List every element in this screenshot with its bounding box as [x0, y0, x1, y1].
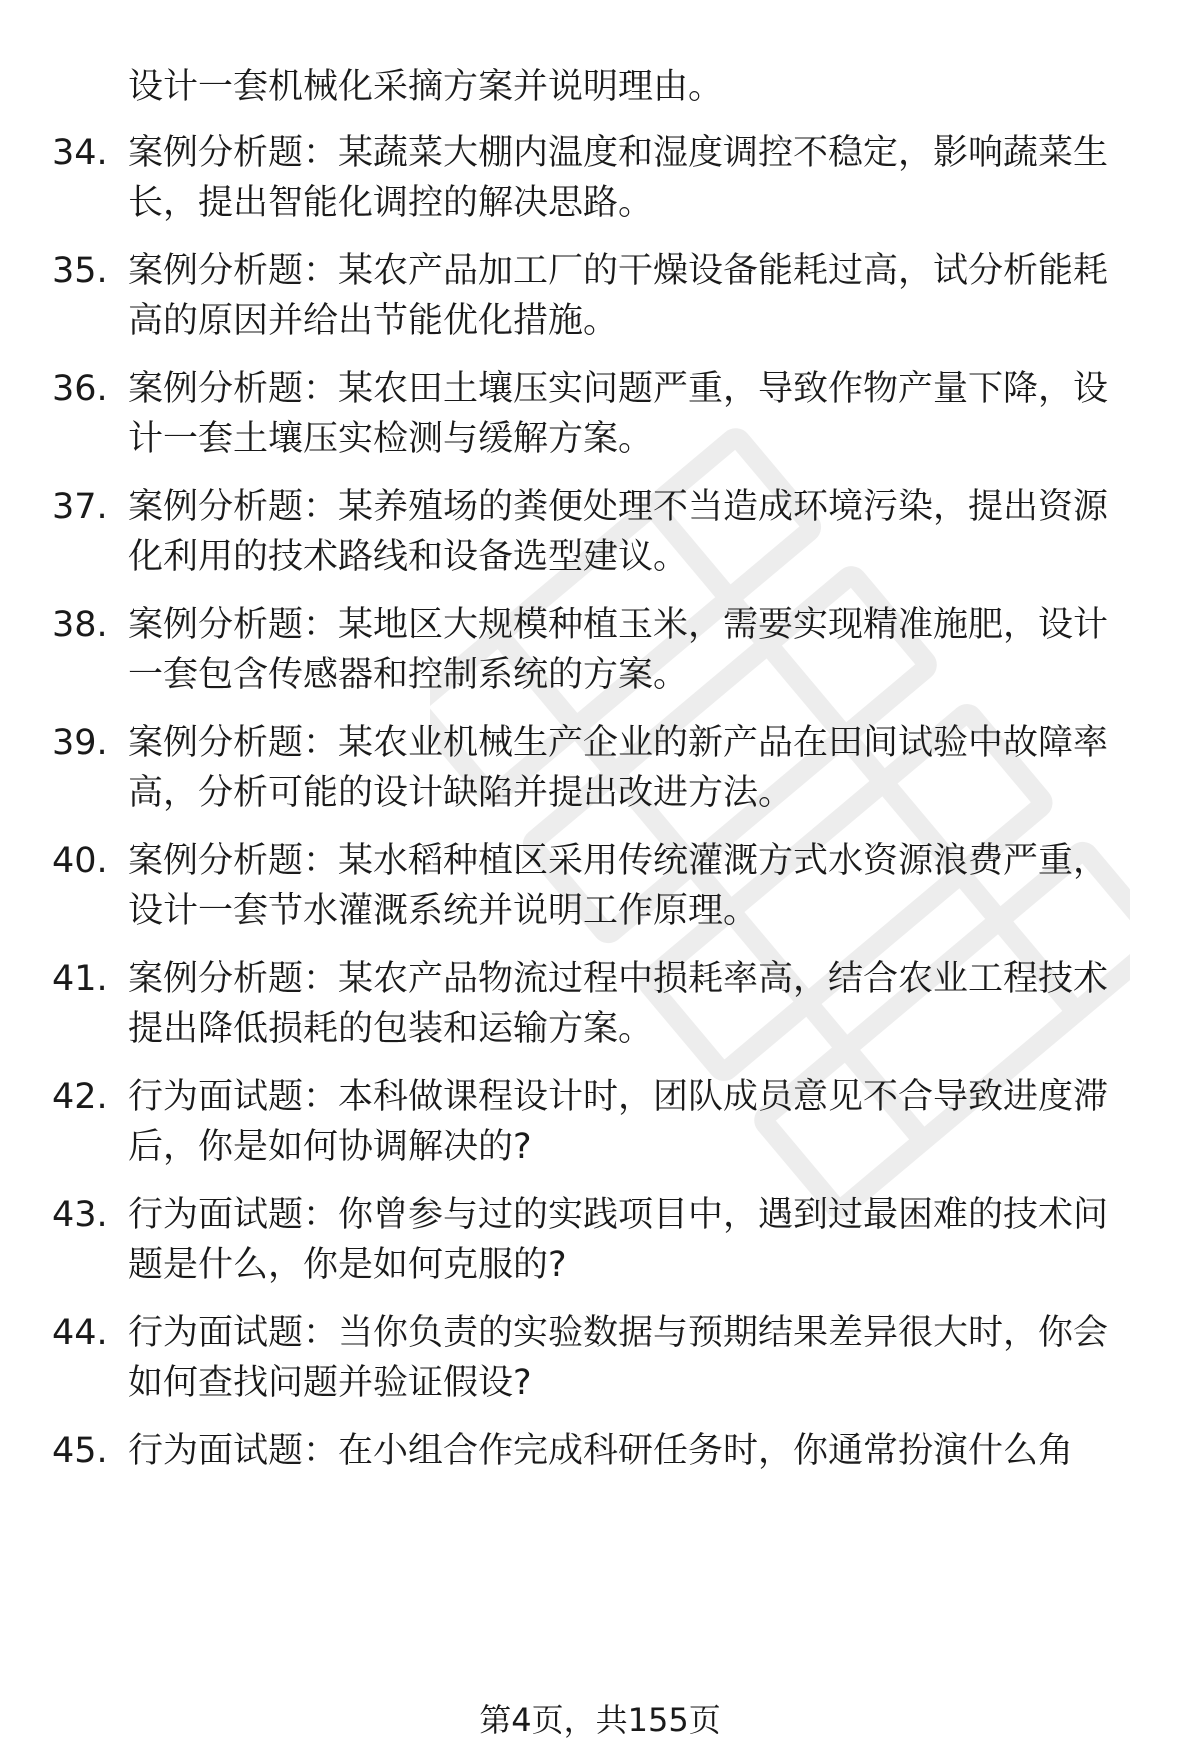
question-number: 38.	[52, 605, 108, 645]
question-line: 后，你是如何协调解决的?	[128, 1127, 532, 1167]
question-line: 行为面试题：你曾参与过的实践项目中，遇到过最困难的技术问	[128, 1195, 1109, 1235]
question-line: 化利用的技术路线和设备选型建议。	[128, 537, 689, 577]
question-number: 40.	[52, 841, 108, 881]
question-text	[128, 600, 1148, 700]
question-line: 案例分析题：某农田土壤压实问题严重，导致作物产量下降，设	[128, 369, 1109, 409]
question-line: 如何查找问题并验证假设?	[128, 1363, 532, 1403]
question-line: 案例分析题：某蔬菜大棚内温度和湿度调控不稳定，影响蔬菜生	[128, 133, 1109, 173]
question-text	[128, 246, 1148, 346]
question-number: 43.	[52, 1195, 108, 1235]
question-line: 长，提出智能化调控的解决思路。	[128, 183, 654, 223]
question-text	[128, 836, 1148, 936]
question-number: 44.	[52, 1313, 108, 1353]
question-text	[128, 482, 1148, 582]
continuation-line: 设计一套机械化采摘方案并说明理由。	[128, 67, 724, 107]
question-number: 36.	[52, 369, 108, 409]
question-line: 案例分析题：某养殖场的粪便处理不当造成环境污染，提出资源	[128, 487, 1109, 527]
question-text	[128, 1308, 1148, 1408]
question-line: 一套包含传感器和控制系统的方案。	[128, 655, 689, 695]
question-line: 提出降低损耗的包装和运输方案。	[128, 1009, 654, 1049]
question-text	[128, 1190, 1148, 1290]
question-number: 39.	[52, 723, 108, 763]
question-number: 42.	[52, 1077, 108, 1117]
question-line: 行为面试题：在小组合作完成科研任务时，你通常扮演什么角	[128, 1431, 1074, 1471]
question-text	[128, 718, 1148, 818]
question-line: 计一套土壤压实检测与缓解方案。	[128, 419, 654, 459]
question-number: 35.	[52, 251, 108, 291]
question-text	[128, 1426, 1148, 1476]
question-line: 设计一套节水灌溉系统并说明工作原理。	[128, 891, 759, 931]
question-number: 34.	[52, 133, 108, 173]
question-text	[128, 128, 1148, 228]
question-line: 案例分析题：某水稻种植区采用传统灌溉方式水资源浪费严重，	[128, 841, 1109, 881]
page-footer: 第4页，共155页	[479, 1701, 721, 1739]
question-line: 案例分析题：某农产品加工厂的干燥设备能耗过高，试分析能耗	[128, 251, 1109, 291]
question-line: 高的原因并给出节能优化措施。	[128, 301, 619, 341]
question-number: 41.	[52, 959, 108, 999]
question-line: 题是什么，你是如何克服的?	[128, 1245, 567, 1285]
question-text	[128, 364, 1148, 464]
question-line: 案例分析题：某地区大规模种植玉米，需要实现精准施肥，设计	[128, 605, 1109, 645]
question-line: 案例分析题：某农产品物流过程中损耗率高，结合农业工程技术	[128, 959, 1109, 999]
question-number: 37.	[52, 487, 108, 527]
question-number: 45.	[52, 1431, 108, 1471]
question-text	[128, 954, 1148, 1054]
question-line: 行为面试题：本科做课程设计时，团队成员意见不合导致进度滞	[128, 1077, 1109, 1117]
question-line: 案例分析题：某农业机械生产企业的新产品在田间试验中故障率	[128, 723, 1109, 763]
question-line: 行为面试题：当你负责的实验数据与预期结果差异很大时，你会	[128, 1313, 1109, 1353]
question-text	[128, 1072, 1148, 1172]
question-line: 高，分析可能的设计缺陷并提出改进方法。	[128, 773, 794, 813]
